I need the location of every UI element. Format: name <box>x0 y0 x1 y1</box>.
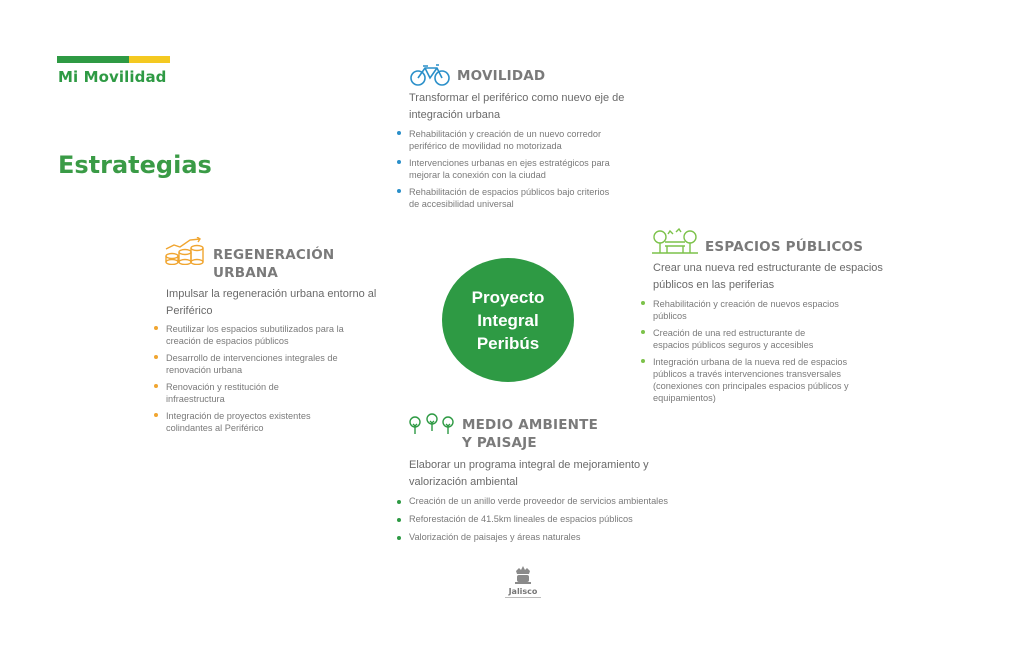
footer-logo-text: Jalisco <box>508 587 538 596</box>
movilidad-bullet-list <box>409 128 614 210</box>
park-bench-icon <box>652 228 698 254</box>
list-item: Reutilizar los espacios subutilizados para la creación de espacios públicos <box>166 323 371 347</box>
logo-color-bar <box>57 56 170 63</box>
bicycle-icon <box>409 64 451 86</box>
regeneracion-lead: Impulsar la regeneración urbana entorno al Periférico <box>166 288 377 317</box>
espacios-title: ESPACIOS PÚBLICOS <box>705 239 864 255</box>
list-item: Creación de una red estructurante de espacios públicos seguros y accesibles <box>653 327 838 351</box>
ambiente-bullet-list <box>409 495 709 543</box>
list-item: Rehabilitación y creación de nuevos espacios públicos <box>653 298 863 322</box>
center-circle <box>442 258 574 382</box>
list-item: Integración de proyectos existentes colindantes al Periférico <box>166 410 341 434</box>
logo-text: Mi Movilidad <box>58 68 167 86</box>
list-item: Creación de un anillo verde proveedor de servicios ambientales <box>409 495 709 507</box>
ambiente-lead: Elaborar un programa integral de mejoramiento y valorización ambiental <box>409 459 649 488</box>
page-title: Estrategias <box>58 151 212 179</box>
list-item: Renovación y restitución de infraestructura <box>166 381 306 405</box>
list-item: Desarrollo de intervenciones integrales de renovación urbana <box>166 352 371 376</box>
jalisco-crest-icon <box>513 565 533 585</box>
ambiente-title: MEDIO AMBIENTE Y PAISAJE <box>462 417 599 451</box>
center-label: Proyecto Integral Peribús <box>471 287 545 353</box>
list-item: Valorización de paisajes y áreas naturales <box>409 531 709 543</box>
movilidad-lead: Transformar el periférico como nuevo eje de integración urbana <box>409 92 625 121</box>
movilidad-title: MOVILIDAD <box>457 68 546 84</box>
espacios-lead: Crear una nueva red estructurante de espacios públicos en las periferias <box>653 262 883 291</box>
jalisco-logo <box>503 565 543 603</box>
footer-logo-underline <box>505 597 541 598</box>
regeneracion-bullet-list <box>166 323 371 434</box>
list-item: Reforestación de 41.5km lineales de espacios públicos <box>409 513 709 525</box>
list-item: Rehabilitación y creación de un nuevo corredor periférico de movilidad no motorizada <box>409 128 614 152</box>
coins-growth-icon <box>164 237 204 265</box>
list-item: Integración urbana de la nueva red de espacios públicos a través intervenciones transversales (conexiones con principales espacios públicos y equipamientos) <box>653 356 871 404</box>
trees-icon <box>408 413 456 437</box>
list-item: Intervenciones urbanas en ejes estratégicos para mejorar la conexión con la ciudad <box>409 157 614 181</box>
espacios-bullet-list <box>653 298 871 404</box>
regeneracion-title: REGENERACIÓN URBANA <box>213 247 335 281</box>
list-item: Rehabilitación de espacios públicos bajo criterios de accesibilidad universal <box>409 186 614 210</box>
